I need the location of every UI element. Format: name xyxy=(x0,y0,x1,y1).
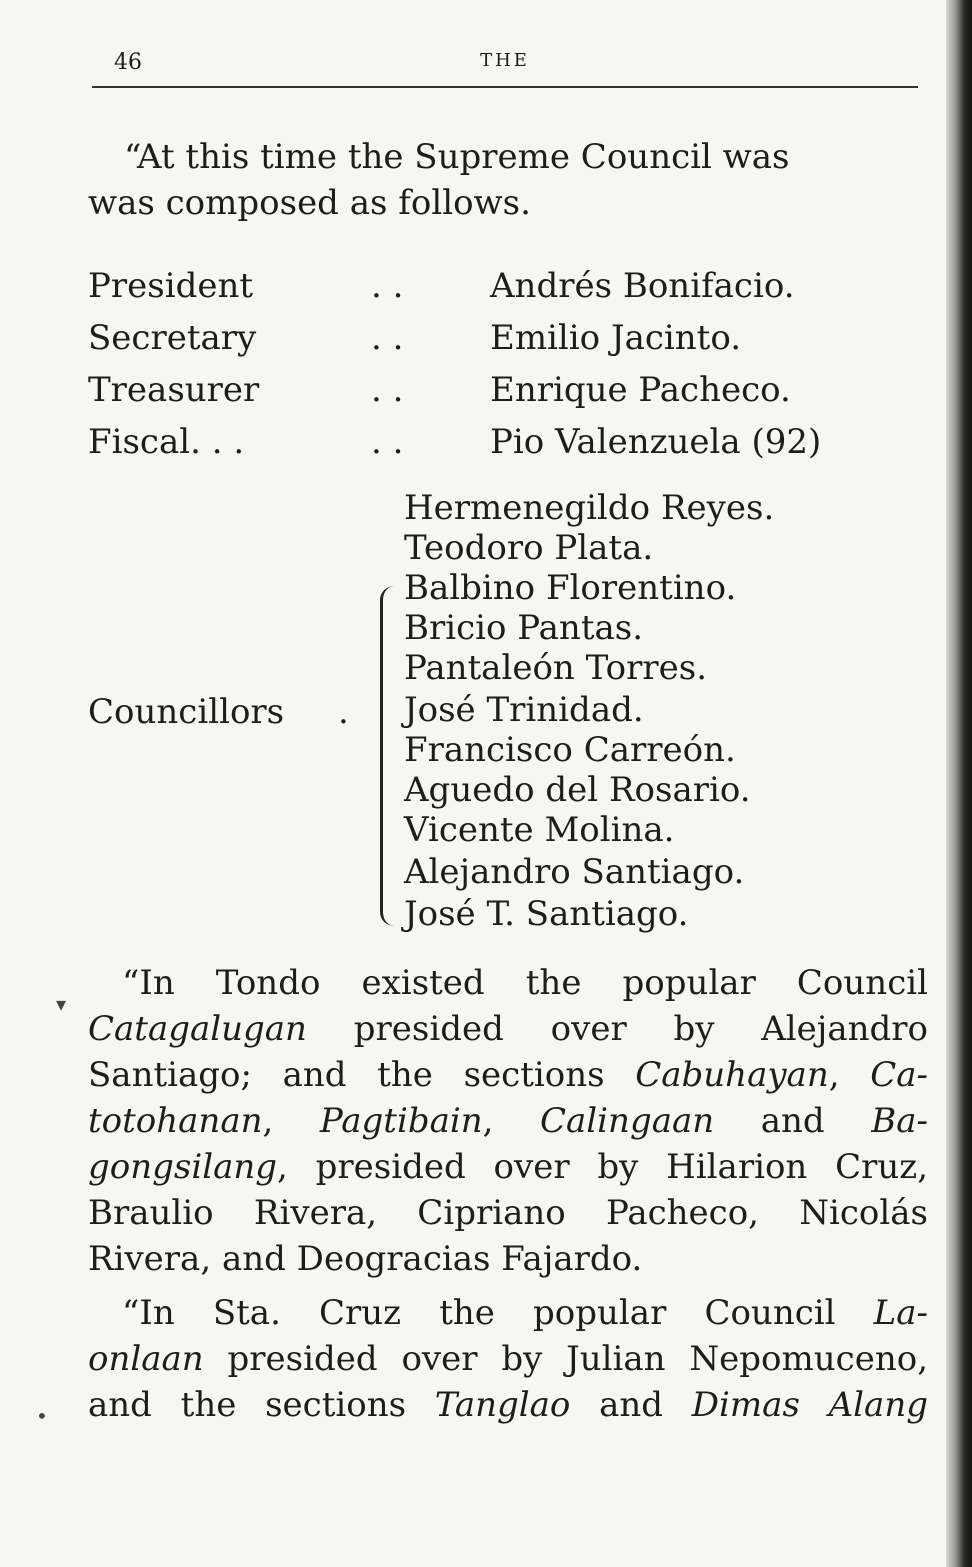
leader-dots: . . xyxy=(371,370,404,410)
text-line: gongsilang, presided over by Hilarion Cruz, xyxy=(88,1147,928,1187)
text-line: Catagalugan presided over by Alejandro xyxy=(88,1009,928,1049)
officer-title: Secretary xyxy=(88,318,257,358)
margin-mark: ▾ xyxy=(56,992,67,1016)
intro-line: “At this time the Supreme Council was xyxy=(124,137,790,177)
intro-paragraph xyxy=(88,134,918,226)
page-header xyxy=(92,46,918,86)
councillor-name: Balbino Florentino. xyxy=(404,568,737,608)
leader-dots: . . xyxy=(371,422,404,462)
officer-title: President xyxy=(88,266,254,306)
margin-mark: • xyxy=(36,1404,48,1428)
text-line: and the sections Tanglao and Dimas Alang xyxy=(88,1385,928,1425)
councillor-name: Aguedo del Rosario. xyxy=(404,770,751,810)
text-line: totohanan, Pagtibain, Calingaan and Ba- xyxy=(88,1101,928,1141)
page-number: 46 xyxy=(114,50,142,75)
text-line: “In Tondo existed the popular Council xyxy=(122,963,928,1003)
officer-row-fiscal xyxy=(88,422,848,470)
curly-brace xyxy=(380,586,403,926)
officer-name: Enrique Pacheco. xyxy=(490,370,791,410)
text-line: onlaan presided over by Julian Nepomuceno, xyxy=(88,1339,928,1379)
text-line: Rivera, and Deogracias Fajardo. xyxy=(88,1239,643,1279)
officer-name: Andrés Bonifacio. xyxy=(490,266,795,306)
officer-name: Pio Valenzuela (92) xyxy=(490,422,822,462)
leader-dots: . . xyxy=(371,266,404,306)
councillor-name: Bricio Pantas. xyxy=(404,608,644,648)
councillor-name: Alejandro Santiago. xyxy=(404,852,745,892)
officer-name: Emilio Jacinto. xyxy=(490,318,742,358)
councillor-name: Teodoro Plata. xyxy=(404,528,654,568)
leader-dots: . . xyxy=(371,318,404,358)
header-rule xyxy=(92,86,918,88)
councillors-label: Councillors xyxy=(88,692,285,732)
officer-row-president xyxy=(88,266,848,314)
councillor-name: José Trinidad. xyxy=(404,690,644,730)
officer-row-secretary xyxy=(88,318,848,366)
councillor-name: José T. Santiago. xyxy=(404,894,689,934)
text-line: Santiago; and the sections Cabuhayan, Ca- xyxy=(88,1055,928,1095)
santacruz-paragraph xyxy=(88,1290,928,1428)
councillor-name: Pantaleón Torres. xyxy=(404,648,708,688)
text-line: “In Sta. Cruz the popular Council La- xyxy=(122,1293,928,1333)
officer-row-treasurer xyxy=(88,370,848,418)
councillor-name: Hermenegildo Reyes. xyxy=(404,488,775,528)
councillor-name: Francisco Carreón. xyxy=(404,730,736,770)
running-head: THE xyxy=(480,50,530,71)
intro-line: was composed as follows. xyxy=(88,183,531,223)
tondo-paragraph xyxy=(88,960,928,1282)
officer-title: Fiscal. . . xyxy=(88,422,245,462)
officer-title: Treasurer xyxy=(88,370,260,410)
leader-dots: . xyxy=(338,692,349,732)
book-spine-shadow xyxy=(946,0,972,1567)
councillor-name: Vicente Molina. xyxy=(404,810,675,850)
text-line: Braulio Rivera, Cipriano Pacheco, Nicolás xyxy=(88,1193,928,1233)
